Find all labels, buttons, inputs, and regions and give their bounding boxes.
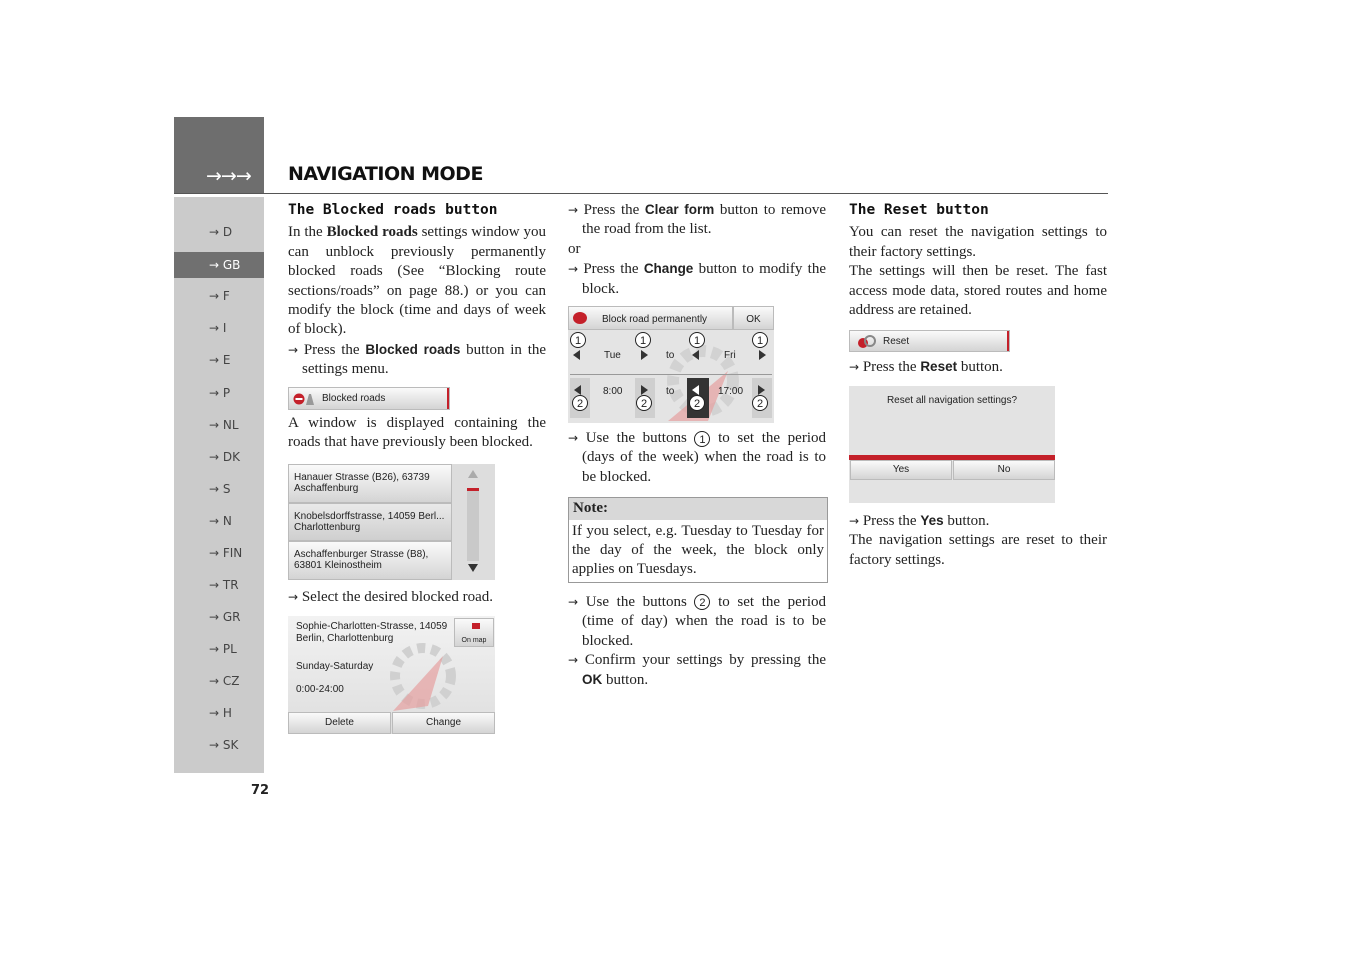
scroll-thumb[interactable] bbox=[467, 488, 479, 561]
left-arrow-icon bbox=[692, 350, 699, 360]
lang-tab-p[interactable]: → P bbox=[209, 386, 231, 400]
header-divider bbox=[174, 193, 1108, 194]
gear-watermark-icon bbox=[383, 636, 463, 716]
step-confirm: → Confirm your settings by pressing the OK button. bbox=[568, 652, 827, 689]
intro-paragraph: In the Blocked roads settings window you can unblock previously permanently blocked roads (See “Blocking route sections/roads” on page 88.) or you can modify the block (time and days of week of block). bbox=[288, 224, 546, 338]
reset-details: The settings will then be reset. The fast access mode data, stored routes and home address are retained. bbox=[849, 263, 1107, 319]
marker-2-icon: 2 bbox=[572, 395, 588, 411]
right-arrow-icon bbox=[758, 385, 765, 395]
step-select-road: → Select the desired blocked road. bbox=[288, 589, 493, 605]
column-reset-2 bbox=[849, 357, 1107, 377]
marker-2-icon: 2 bbox=[636, 395, 652, 411]
list-item[interactable]: Knobelsdorffstrasse, 14059 Berl... Charlottenburg bbox=[288, 503, 452, 541]
page-number: 72 bbox=[251, 783, 270, 798]
step-arrow-icon: → bbox=[849, 360, 860, 374]
lang-tab-i[interactable]: → I bbox=[209, 321, 227, 335]
lang-tab-tr[interactable]: → TR bbox=[209, 578, 239, 592]
step-arrow-icon: → bbox=[568, 431, 579, 445]
triple-arrow-icon: →→→ bbox=[206, 165, 251, 187]
left-arrow-icon bbox=[573, 350, 580, 360]
lang-tab-f[interactable]: → F bbox=[209, 289, 230, 303]
left-arrow-icon bbox=[692, 385, 699, 395]
change-button[interactable]: Change bbox=[392, 712, 495, 734]
reset-description: You can reset the navigation settings to their factory settings. bbox=[849, 224, 1107, 260]
day-start-prev-button[interactable]: 1 bbox=[570, 332, 586, 348]
or-text: or bbox=[568, 240, 581, 257]
header-tab bbox=[174, 117, 264, 193]
reset-result: The navigation settings are reset to their factory settings. bbox=[849, 532, 1107, 568]
marker-2-icon: 2 bbox=[694, 594, 710, 610]
column-blocked-roads-3 bbox=[288, 588, 546, 607]
flag-icon bbox=[472, 623, 480, 629]
step-clear-form: → Press the Clear form button to remove the road from the list. bbox=[568, 202, 827, 238]
scrollbar[interactable] bbox=[452, 464, 495, 580]
left-arrow-icon bbox=[574, 385, 581, 395]
step-arrow-icon: → bbox=[288, 590, 299, 604]
marker-2-icon: 2 bbox=[689, 395, 705, 411]
scroll-down-icon[interactable] bbox=[468, 564, 478, 572]
step-arrow-icon: → bbox=[568, 262, 579, 277]
step-change: → Press the Change button to modify the block. bbox=[568, 261, 826, 297]
step-arrow-icon: → bbox=[568, 594, 579, 609]
step-arrow-icon: → bbox=[568, 653, 579, 668]
lang-tab-s[interactable]: → S bbox=[209, 482, 231, 496]
step-press-reset: → Press the Reset button. bbox=[849, 359, 1003, 375]
reset-button[interactable]: Reset bbox=[849, 330, 1010, 352]
step-press-blocked-roads: → Press the Blocked roads button in the settings menu. bbox=[288, 341, 547, 378]
right-arrow-icon bbox=[759, 350, 766, 360]
column-reset-3 bbox=[849, 511, 1107, 570]
column-reset bbox=[849, 201, 1107, 320]
lang-tab-sk[interactable]: → SK bbox=[209, 738, 239, 752]
list-item[interactable]: Hanauer Strasse (B26), 63739 Aschaffenburg bbox=[288, 464, 452, 503]
lang-tab-e[interactable]: → E bbox=[209, 353, 231, 367]
yes-button[interactable]: Yes bbox=[850, 460, 952, 480]
lang-tab-cz[interactable]: → CZ bbox=[209, 674, 240, 688]
lang-tab-dk[interactable]: → DK bbox=[209, 450, 240, 464]
language-sidebar bbox=[174, 197, 264, 773]
list-item[interactable]: Aschaffenburger Strasse (B8), 63801 Kleinostheim bbox=[288, 541, 452, 580]
blocked-road-icon bbox=[573, 312, 587, 324]
on-map-button[interactable]: On map bbox=[454, 618, 494, 647]
step-arrow-icon: → bbox=[849, 514, 860, 528]
step-arrow-icon: → bbox=[568, 203, 579, 217]
note-body: If you select, e.g. Tuesday to Tuesday for the day of the week, the block only applies on Tuesdays. bbox=[572, 522, 824, 578]
marker-2-icon: 2 bbox=[752, 395, 768, 411]
right-arrow-icon bbox=[641, 385, 648, 395]
dialog-question: Reset all navigation settings? bbox=[886, 395, 1018, 406]
column-blocked-roads-2 bbox=[288, 414, 546, 453]
lang-tab-gb[interactable]: → GB bbox=[174, 252, 264, 278]
row-divider bbox=[570, 374, 772, 375]
delete-button[interactable]: Delete bbox=[288, 712, 391, 734]
lang-tab-n[interactable]: → N bbox=[209, 514, 232, 528]
block-title-bar: Block road permanently bbox=[568, 306, 733, 330]
step-set-time: → Use the buttons 2 to set the period (time of day) when the road is to be blocked. bbox=[568, 593, 826, 649]
blocked-roads-button[interactable]: Blocked roads bbox=[288, 387, 450, 410]
reset-icon bbox=[856, 334, 876, 352]
day-start-next-button[interactable]: 1 bbox=[635, 332, 651, 348]
section-heading: The Reset button bbox=[849, 202, 989, 218]
note-heading: Note: bbox=[569, 498, 827, 519]
lang-tab-h[interactable]: → H bbox=[209, 706, 232, 720]
blocked-road-detail: Sophie-Charlotten-Strasse, 14059 Berlin, Charlottenburg Sunday-Saturday 0:00-24:00 On map Delete Change bbox=[288, 616, 495, 734]
blocked-roads-list bbox=[288, 464, 495, 580]
step-press-yes: → Press the Yes button. bbox=[849, 513, 990, 529]
lang-tab-pl[interactable]: → PL bbox=[209, 642, 237, 656]
section-heading: The Blocked roads button bbox=[288, 202, 498, 218]
column-change-block bbox=[568, 200, 826, 299]
step-arrow-icon: → bbox=[288, 342, 299, 357]
lang-tab-fin[interactable]: → FIN bbox=[209, 546, 243, 560]
column-blocked-roads bbox=[288, 201, 546, 380]
blocked-road-icon bbox=[293, 392, 311, 406]
marker-1-icon: 1 bbox=[694, 431, 710, 447]
right-arrow-icon bbox=[641, 350, 648, 360]
lang-tab-d[interactable]: → D bbox=[209, 225, 233, 239]
day-end-next-button[interactable]: 1 bbox=[752, 332, 768, 348]
reset-dialog bbox=[849, 386, 1055, 503]
window-description: A window is displayed containing the roads that have previously been blocked. bbox=[288, 415, 546, 451]
day-end-prev-button[interactable]: 1 bbox=[689, 332, 705, 348]
block-road-permanently-screen: Block road permanently OK 1 Tue 1 to 1 Fri 1 8:00 to 17:00 2 2 2 2 bbox=[568, 306, 774, 423]
note-box bbox=[568, 497, 828, 583]
scroll-up-icon[interactable] bbox=[468, 470, 478, 478]
lang-tab-nl[interactable]: → NL bbox=[209, 418, 239, 432]
ok-button[interactable]: OK bbox=[733, 306, 774, 330]
page-title: NAVIGATION MODE bbox=[288, 163, 483, 185]
step-set-days: → Use the buttons 1 to set the period (days of the week) when the road is to be blocked. bbox=[568, 430, 826, 485]
lang-tab-gr[interactable]: → GR bbox=[209, 610, 241, 624]
column-change-block-2 bbox=[568, 429, 826, 691]
no-button[interactable]: No bbox=[953, 460, 1055, 480]
